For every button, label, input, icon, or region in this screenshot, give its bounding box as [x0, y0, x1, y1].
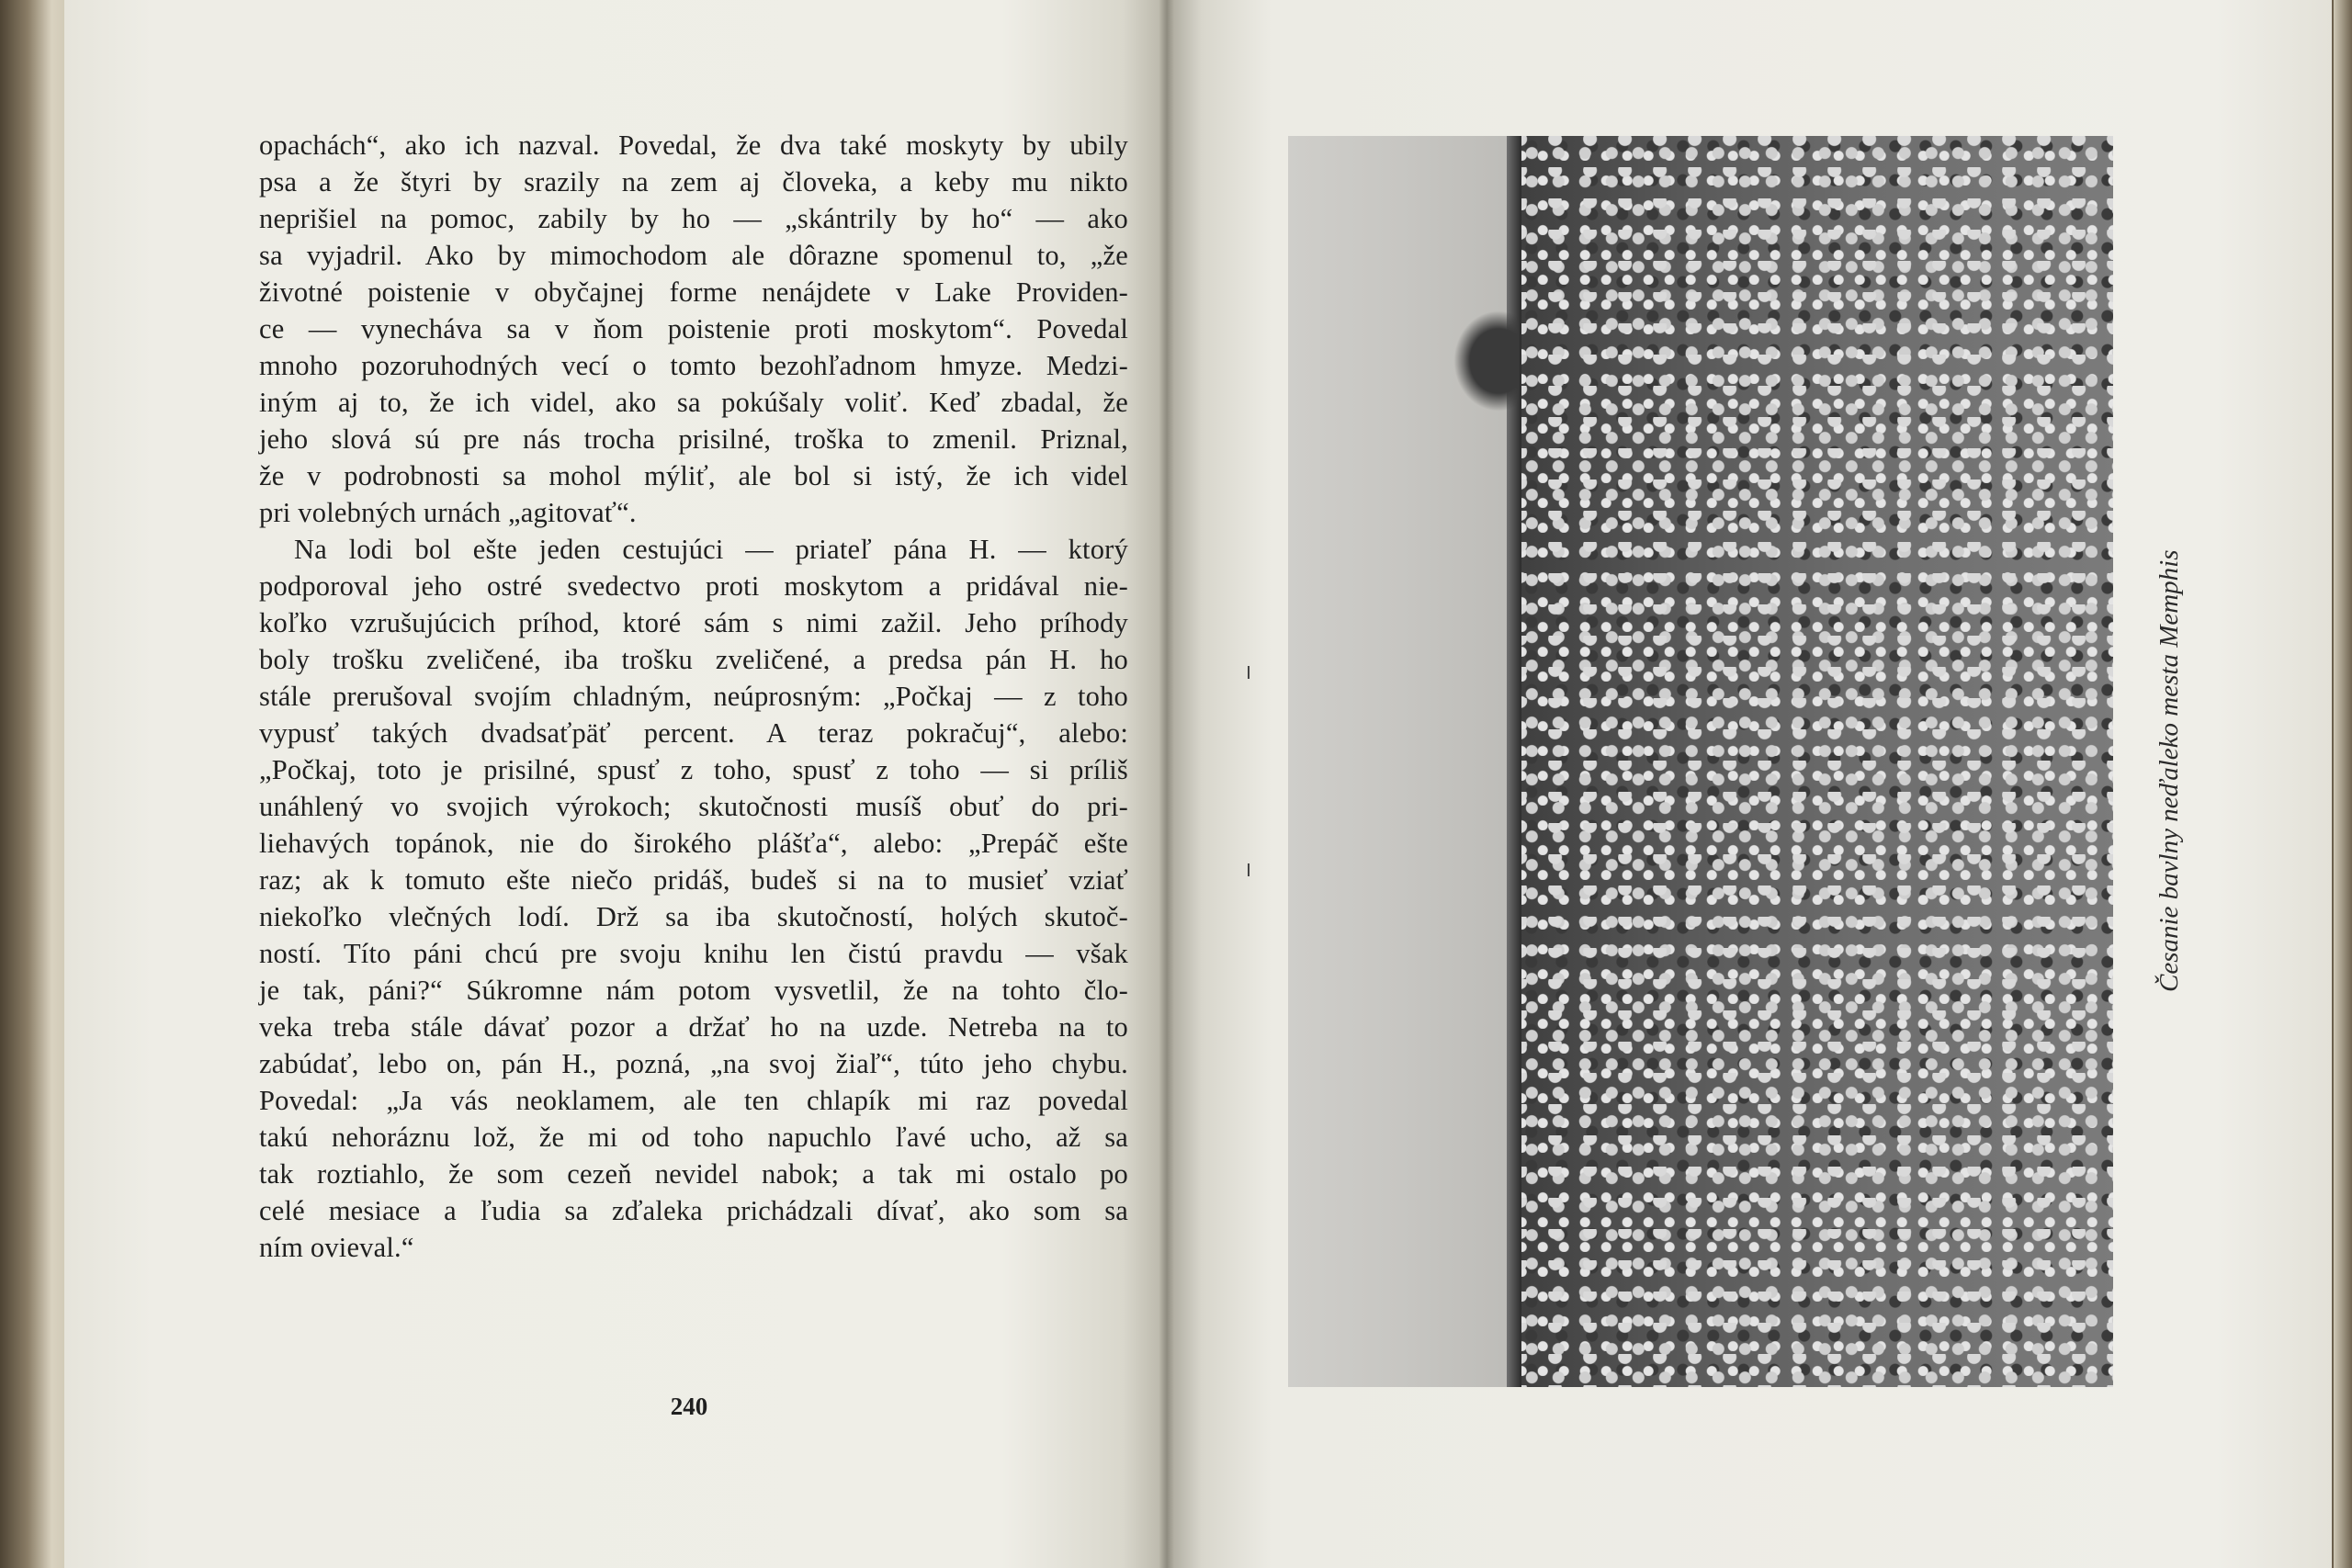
text-line: životné poistenie v obyčajnej forme nenájdete v Lake Providen- — [259, 276, 1128, 308]
text-line: celé mesiace a ľudia sa zďaleka prichádzali dívať, ako som sa — [259, 1195, 1128, 1226]
text-line: takú nehoráznu lož, že mi od toho napuchlo ľavé ucho, až sa — [259, 1122, 1128, 1153]
text-line: „Počkaj, toto je prisilné, spusť z toho, spusť z toho — si príliš — [259, 754, 1128, 785]
text-line: psa a že štyri by srazily na zem aj človeka, a keby mu nikto — [259, 166, 1128, 197]
cotton-field-photo — [1288, 136, 2113, 1387]
text-line: veka treba stále dávať pozor a držať ho na uzde. Netreba na to — [259, 1011, 1128, 1043]
text-line: vypusť takých dvadsaťpäť percent. A teraz pokračuj“, alebo: — [259, 717, 1128, 749]
book-edge-left — [0, 0, 69, 1568]
text-line: Povedal: „Ja vás neoklamem, ale ten chlapík mi raz povedal — [259, 1085, 1128, 1116]
text-line: podporoval jeho ostré svedectvo proti moskytom a pridával nie- — [259, 570, 1128, 602]
text-line: unáhlený vo svojich výrokoch; skutočnosti musíš obuť do pri- — [259, 791, 1128, 822]
paragraph-2 — [259, 531, 1128, 1266]
book-edge-right — [2334, 0, 2352, 1568]
text-line: iným aj to, že ich videl, ako sa pokúšaly voliť. Keď zbadal, že — [259, 387, 1128, 418]
text-line: ností. Títo páni chcú pre svoju knihu len čistú pravdu — však — [259, 938, 1128, 969]
text-line: Na lodi bol ešte jeden cestujúci — priateľ pána H. — ktorý — [294, 534, 1128, 565]
text-line: neprišiel na pomoc, zabily by ho — „skántrily by ho“ — ako — [259, 203, 1128, 234]
text-line: mnoho pozoruhodných vecí o tomto bezohľadnom hmyze. Medzi- — [259, 350, 1128, 381]
text-line: niekoľko vlečných lodí. Drž sa iba skutočností, holých skutoč- — [259, 901, 1128, 932]
page-number: 240 — [670, 1393, 708, 1420]
paragraph-1 — [259, 127, 1128, 531]
text-line: opachách“, ako ich nazval. Povedal, že dva také moskyty by ubily — [259, 130, 1128, 161]
text-line: jeho slová sú pre nás trocha prisilné, troška to zmenil. Priznal, — [259, 423, 1128, 455]
body-text — [259, 127, 1128, 1266]
text-line: že v podrobnosti sa mohol mýliť, ale bol si istý, že ich videl — [259, 460, 1128, 491]
text-line: koľko vzrušujúcich príhod, ktoré sám s nimi zažil. Jeho príhody — [259, 607, 1128, 638]
photo-edge-marks — [1248, 666, 1253, 877]
text-line: stále prerušoval svojím chladným, neúprosným: „Počkaj — z toho — [259, 681, 1128, 712]
photo-caption: Česanie bavlny neďaleko mesta Memphis — [2154, 549, 2184, 992]
text-line: raz; ak k tomuto ešte niečo pridáš, budeš si na to musieť vziať — [259, 864, 1128, 896]
photo-tree — [1453, 310, 1518, 412]
text-line: zabúdať, lebo on, pán H., pozná, „na svoj žiaľ“, túto jeho chybu. — [259, 1048, 1128, 1079]
text-line: tak roztiahlo, že som cezeň nevidel nabok; a tak mi ostalo po — [259, 1158, 1128, 1190]
text-line: pri volebných urnách „agitovať“. — [259, 497, 637, 528]
photo-cotton-field — [1513, 136, 2113, 1387]
text-line: ním ovieval.“ — [259, 1232, 414, 1263]
text-line: boly trošku zveličené, iba trošku zveličené, a predsa pán H. ho — [259, 644, 1128, 675]
book-gutter — [1159, 0, 1174, 1568]
text-line: liehavých topánok, nie do širokého plášťa“, alebo: „Prepáč ešte — [259, 828, 1128, 859]
text-line: ce — vynecháva sa v ňom poistenie proti moskytom“. Povedal — [259, 313, 1128, 344]
text-line: sa vyjadril. Ako by mimochodom ale dôrazne spomenul to, „že — [259, 240, 1128, 271]
text-line: je tak, páni?“ Súkromne nám potom vysvetlil, že na tohto člo- — [259, 975, 1128, 1006]
